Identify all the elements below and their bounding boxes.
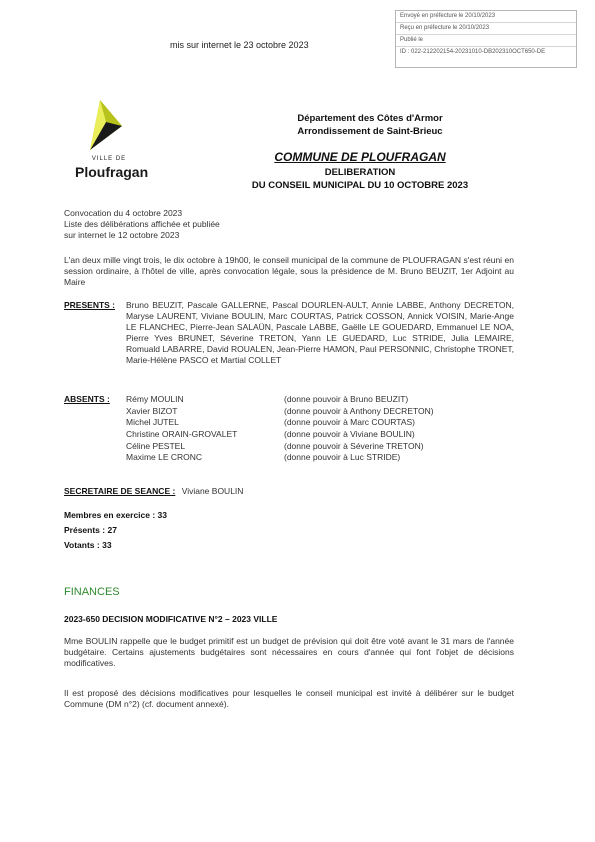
absent-row: [126, 394, 526, 406]
logo-triangle-icon: [86, 100, 130, 154]
ploufragan-logo: [75, 100, 149, 190]
stamp-received: Reçu en préfecture le 20/10/2023: [396, 23, 576, 35]
absent-proxy: (donne pouvoir à Bruno BEUZIT): [284, 394, 409, 404]
absent-proxy: (donne pouvoir à Séverine TRETON): [284, 440, 424, 451]
absent-proxy: (donne pouvoir à Luc STRIDE): [284, 452, 401, 463]
council-date-label: DU CONSEIL MUNICIPAL DU 10 OCTOBRE 2023: [251, 180, 469, 191]
convocation-date: Convocation du 4 octobre 2023: [64, 208, 183, 218]
internet-publication-note: mis sur internet le 23 octobre 2023: [170, 40, 309, 50]
absents-list: [126, 394, 526, 464]
secretary-name: Viviane BOULIN: [181, 486, 244, 496]
absent-proxy: (donne pouvoir à Anthony DECRETON): [284, 405, 434, 416]
absent-row: [126, 417, 526, 429]
absent-proxy: (donne pouvoir à Marc COURTAS): [284, 417, 416, 428]
absent-row: [126, 441, 526, 453]
logo-town-name: Ploufragan: [75, 164, 149, 180]
deliberation-heading: [200, 166, 520, 192]
logo-ville-de: VILLE DE: [91, 156, 127, 162]
presents-list: Bruno BEUZIT, Pascale GALLERNE, Pascal DOURLEN-AULT, Annie LABBE, Anthony DECRETON, Maryse LAURENT, Viviane BOULIN, Marc COURTAS, Patrick COSSON, Annick VOISIN, Marie-Ange LE FLANCHEC, Pierre-Jean SALAÜN, Pascale LABBE, Gaëlle LE GOUEDARD, Emmanuel LE NOA, Pierre Yves BRUNET, Séverine TRETON, Yann LE GUEDARD, Luc STRIDE, Julia LEMAIRE, Romuald LABARRE, David ROUALEN, Jean-Pierre HAMON, Paul PERSONNIC, Christophe TRONET, Marie-Hélène PASCO et Martial COLLET: [126, 300, 514, 365]
absent-name: Céline PESTEL: [126, 440, 186, 451]
absent-name: Xavier BIZOT: [126, 405, 178, 416]
absent-row: [126, 429, 526, 441]
members-present: Présents : 27: [64, 525, 117, 535]
secretary-label: SECRETAIRE DE SEANCE :: [64, 486, 176, 496]
department-header: [270, 112, 470, 138]
section-heading: FINANCES: [64, 586, 120, 598]
members-in-office: Membres en exercice : 33: [64, 510, 168, 520]
absent-row: [126, 452, 526, 464]
absent-proxy: (donne pouvoir à Viviane BOULIN): [284, 429, 415, 440]
absent-name: Rémy MOULIN: [126, 394, 184, 404]
arrondissement-name: Arrondissement de Saint-Brieuc: [297, 126, 443, 137]
department-name: Département des Côtes d'Armor: [297, 113, 443, 124]
absent-name: Christine ORAIN-GROVALET: [126, 429, 238, 440]
absent-row: [126, 406, 526, 418]
presents-label: PRESENTS :: [64, 300, 116, 310]
members-voting: Votants : 33: [64, 540, 112, 550]
body-paragraph: Il est proposé des décisions modificatives pour lesquelles le conseil municipal est invité à délibérer sur le budget Commune (DM n°2) (cf. document annexé).: [64, 688, 514, 709]
publication-line: Liste des délibérations affichée et publiée: [64, 219, 220, 229]
stamp-sent: Envoyé en préfecture le 20/10/2023: [396, 11, 576, 23]
convocation-block: [64, 208, 220, 241]
prefecture-stamp: [395, 10, 577, 68]
commune-title: COMMUNE DE PLOUFRAGAN: [274, 150, 446, 164]
stamp-id: ID : 022-212202154-20231010-DB202310OCT650-DE: [400, 49, 546, 55]
stamp-published: Publié le: [396, 35, 576, 47]
body-paragraph: Mme BOULIN rappelle que le budget primitif est un budget de prévision qui doit être voté avant le 31 mars de l'année budgétaire. Certains ajustements budgétaires sont nécessaires en cours d'année qui font l'objet de décisions modificatives.: [64, 636, 514, 668]
absent-name: Maxime LE CRONC: [126, 452, 203, 463]
publication-date: sur internet le 12 octobre 2023: [64, 230, 180, 240]
absents-label: ABSENTS :: [64, 394, 110, 404]
meeting-intro-paragraph: L'an deux mille vingt trois, le dix octobre à 19h00, le conseil municipal de la commune de PLOUFRAGAN s'est réuni en session ordinaire, à l'hôtel de ville, après convocation légale, sous la présidence de M. Bruno BEUZIT, 1er Adjoint au Maire: [64, 255, 514, 287]
member-counts: [64, 508, 167, 553]
deliberation-item-title: 2023-650 DECISION MODIFICATIVE N°2 – 2023 VILLE: [64, 614, 278, 624]
session-secretary: [64, 486, 243, 496]
absent-name: Michel JUTEL: [126, 417, 179, 428]
deliberation-label: DELIBERATION: [324, 167, 396, 178]
